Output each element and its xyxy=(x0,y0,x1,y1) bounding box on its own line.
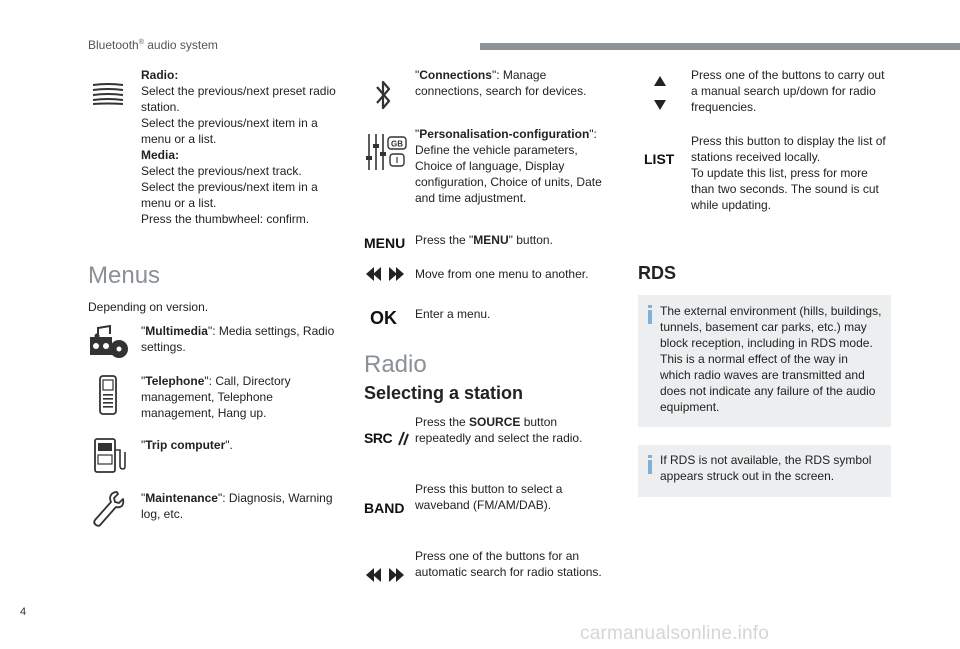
radio-media-description: Radio: Select the previous/next preset radio station. Select the previous/next item in a menu or a list. Media: Select the previous/next track. Select the previous/next item in a menu or a list. Press the thumbwheel: confirm. xyxy=(141,68,336,226)
menu-item-maintenance: "Maintenance": Diagnosis, Warning log, etc. xyxy=(141,491,333,521)
depending-text: Depending on version. xyxy=(88,300,209,314)
band-description: Press this button to select a waveband (FM/AM/DAB). xyxy=(415,482,563,512)
band-button-icon: BAND xyxy=(364,500,405,516)
multimedia-icon xyxy=(88,325,132,359)
manual-search-description: Press one of the buttons to carry out a manual search up/down for radio frequencies. xyxy=(691,68,885,114)
auto-search-description: Press one of the buttons for an automatic search for radio stations. xyxy=(415,549,602,579)
menu-button-description: Press the "MENU" button. xyxy=(415,233,553,247)
watermark: carmanualsonline.info xyxy=(580,623,770,644)
info-box-rds-unavailable: If RDS is not available, the RDS symbol appears struck out in the screen. xyxy=(638,445,891,497)
telephone-icon xyxy=(99,375,117,415)
menu-item-multimedia: "Multimedia": Media settings, Radio settings. xyxy=(141,324,335,354)
up-down-arrows-icon xyxy=(652,74,668,112)
ok-button-icon: OK xyxy=(370,308,397,328)
page-number: 4 xyxy=(20,606,27,618)
move-menu-description: Move from one menu to another. xyxy=(415,267,589,281)
svg-text:I: I xyxy=(395,156,399,165)
menu-button-icon: MENU xyxy=(364,235,406,251)
list-button-icon: LIST xyxy=(644,151,675,167)
source-description: Press the SOURCE button repeatedly and select the radio. xyxy=(415,415,583,445)
info-icon xyxy=(648,460,652,474)
bluetooth-icon xyxy=(374,78,394,112)
src-button-icon: SRC xyxy=(364,430,410,448)
ok-button-description: Enter a menu. xyxy=(415,307,491,321)
list-description: Press this button to display the list of stations received locally. To update this list, press for more than two seconds. The sound is cut while updating. xyxy=(691,134,886,212)
radio-heading: Radio xyxy=(364,351,427,378)
menu-item-telephone: "Telephone": Call, Directory management, Telephone management, Hang up. xyxy=(141,374,291,420)
info-icon xyxy=(648,310,652,324)
header-title: Bluetooth® audio system xyxy=(88,38,218,52)
menu-item-trip-computer: "Trip computer". xyxy=(141,438,233,452)
seek-arrows-icon xyxy=(364,566,406,584)
left-right-arrows-icon xyxy=(364,265,406,283)
menus-heading: Menus xyxy=(88,262,161,289)
selecting-station-heading: Selecting a station xyxy=(364,383,524,403)
thumbwheel-icon xyxy=(90,82,126,106)
wrench-icon xyxy=(91,490,125,528)
header-bar xyxy=(480,43,960,50)
trip-computer-icon xyxy=(93,438,127,474)
personalisation-description: "Personalisation-configuration": Define the vehicle parameters, Choice of language, Display configuration, Choice of units, Date and time adjustment. xyxy=(415,127,602,205)
rds-heading: RDS xyxy=(638,263,677,283)
info-box-rds-reception: The external environment (hills, buildings, tunnels, basement car parks, etc.) may block reception, including in RDS mode. This is a normal effect of the way in which radio waves are transmitted and does not indicate any failure of the audio equipment. xyxy=(638,295,891,427)
svg-text:GB: GB xyxy=(391,139,403,149)
connections-description: "Connections": Manage connections, search for devices. xyxy=(415,68,587,98)
personalisation-icon xyxy=(364,132,408,172)
